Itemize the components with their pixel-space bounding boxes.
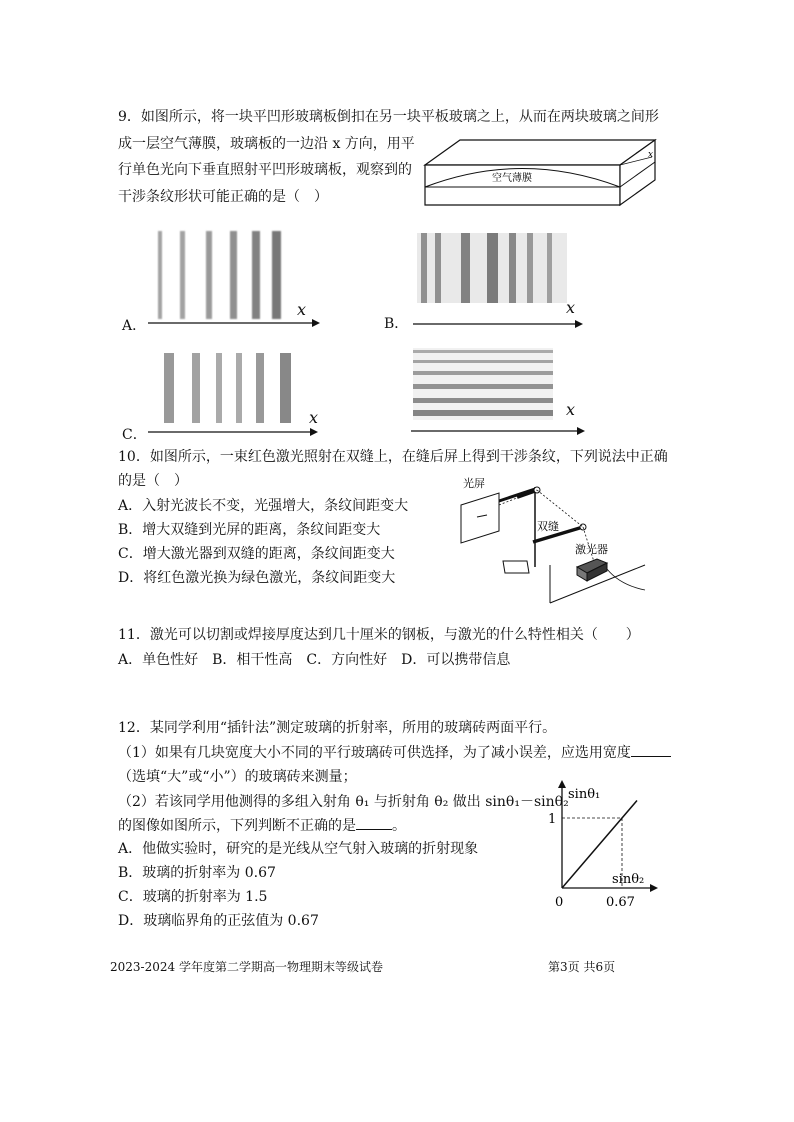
q12-line-5 [118, 815, 406, 838]
air-film-label: 空气薄膜 [492, 173, 532, 184]
y-axis-label: sinθ₁ [568, 787, 601, 802]
y-axis-arrow [558, 780, 566, 788]
fringe-option-c [140, 345, 320, 440]
double-slit-label: 双缝 [537, 520, 559, 533]
figure-x-label: x [648, 150, 654, 160]
fringe-option-b [405, 228, 585, 333]
option-b-label: B． [384, 316, 409, 332]
footer-left: 2023-2024 学年度第二学期高一物理期末等级试卷 [110, 960, 383, 974]
option-b-x-label: x [566, 298, 576, 317]
q10-line-1: 10．如图所示，一束红色激光照射在双缝上，在缝后屏上得到干涉条纹，下列说法中正确 [118, 449, 668, 465]
double-slit-apparatus [455, 475, 650, 605]
q9-line-1: 9．如图所示，将一块平凹形玻璃板倒扣在另一块平板玻璃之上，从而在两块玻璃之间形 [118, 109, 659, 125]
glass-plate-figure [420, 135, 660, 210]
option-c-label: C． [122, 427, 147, 443]
q12-line-5-end: 。 [392, 818, 406, 834]
q10-option-a: A．入射光波长不变，光强增大，条纹间距变大 [118, 498, 409, 514]
q10-option-d: D．将红色激光换为绿色激光，条纹间距变大 [118, 570, 396, 586]
q12-option-a: A．他做实验时，研究的是光线从空气射入玻璃的折射现象 [118, 841, 479, 857]
q12-line-4: （2）若该同学用他测得的多组入射角 θ₁ 与折射角 θ₂ 做出 sinθ₁－sinθ₂ [118, 794, 569, 810]
option-c-x-label: x [309, 408, 319, 427]
q9-line-3: 行单色光向下垂直照射平凹形玻璃板，观察到的 [118, 162, 412, 178]
q11-options: A．单色性好 B．相干性高 C．方向性好 D．可以携带信息 [118, 652, 511, 668]
q12-line-3: （选填“大”或“小”）的玻璃砖来测量； [118, 769, 357, 785]
x-tick-label: 0.67 [606, 895, 635, 910]
fringe-option-a [140, 228, 320, 333]
footer-right: 第3页 共6页 [548, 960, 616, 974]
answer-blank-2[interactable] [356, 815, 392, 830]
q9-line-2: 成一层空气薄膜，玻璃板的一边沿 x 方向，用平 [118, 136, 415, 152]
q12-option-b: B．玻璃的折射率为 0.67 [118, 865, 276, 881]
x-axis-arrow [650, 884, 658, 892]
q10-option-c: C．增大激光器到双缝的距离，条纹间距变大 [118, 546, 395, 562]
option-a-x-label: x [297, 300, 307, 319]
origin-label: 0 [555, 895, 564, 910]
q12-option-d: D．玻璃临界角的正弦值为 0.67 [118, 913, 319, 929]
option-a-label: A． [122, 318, 147, 334]
answer-blank-1[interactable] [631, 742, 671, 757]
y-tick-label: 1 [548, 812, 557, 827]
q12-line-2 [118, 742, 671, 765]
q9-line-4: 干涉条纹形状可能正确的是（ ） [118, 189, 328, 205]
q12-line-5-text: 的图像如图所示，下列判断不正确的是 [118, 818, 356, 834]
q12-line-1: 12．某同学利用“插针法”测定玻璃的折射率，所用的玻璃砖两面平行。 [118, 720, 557, 736]
q10-option-b: B．增大双缝到光屏的距离，条纹间距变大 [118, 522, 381, 538]
x-axis-label: sinθ₂ [612, 872, 645, 887]
laser-label: 激光器 [575, 543, 608, 556]
q12-line-2-text: （1）如果有几块宽度大小不同的平行玻璃砖可供选择，为了减小误差，应选用宽度 [118, 745, 631, 761]
screen-label: 光屏 [463, 477, 485, 490]
q10-line-2: 的是（ ） [118, 473, 188, 489]
sin-theta-graph [540, 780, 670, 910]
q12-option-c: C．玻璃的折射率为 1.5 [118, 889, 268, 905]
fringe-option-d [405, 340, 590, 435]
q11-line-1: 11．激光可以切割或焊接厚度达到几十厘米的钢板，与激光的什么特性相关（ ） [118, 627, 640, 643]
option-d-x-label: x [566, 400, 576, 419]
